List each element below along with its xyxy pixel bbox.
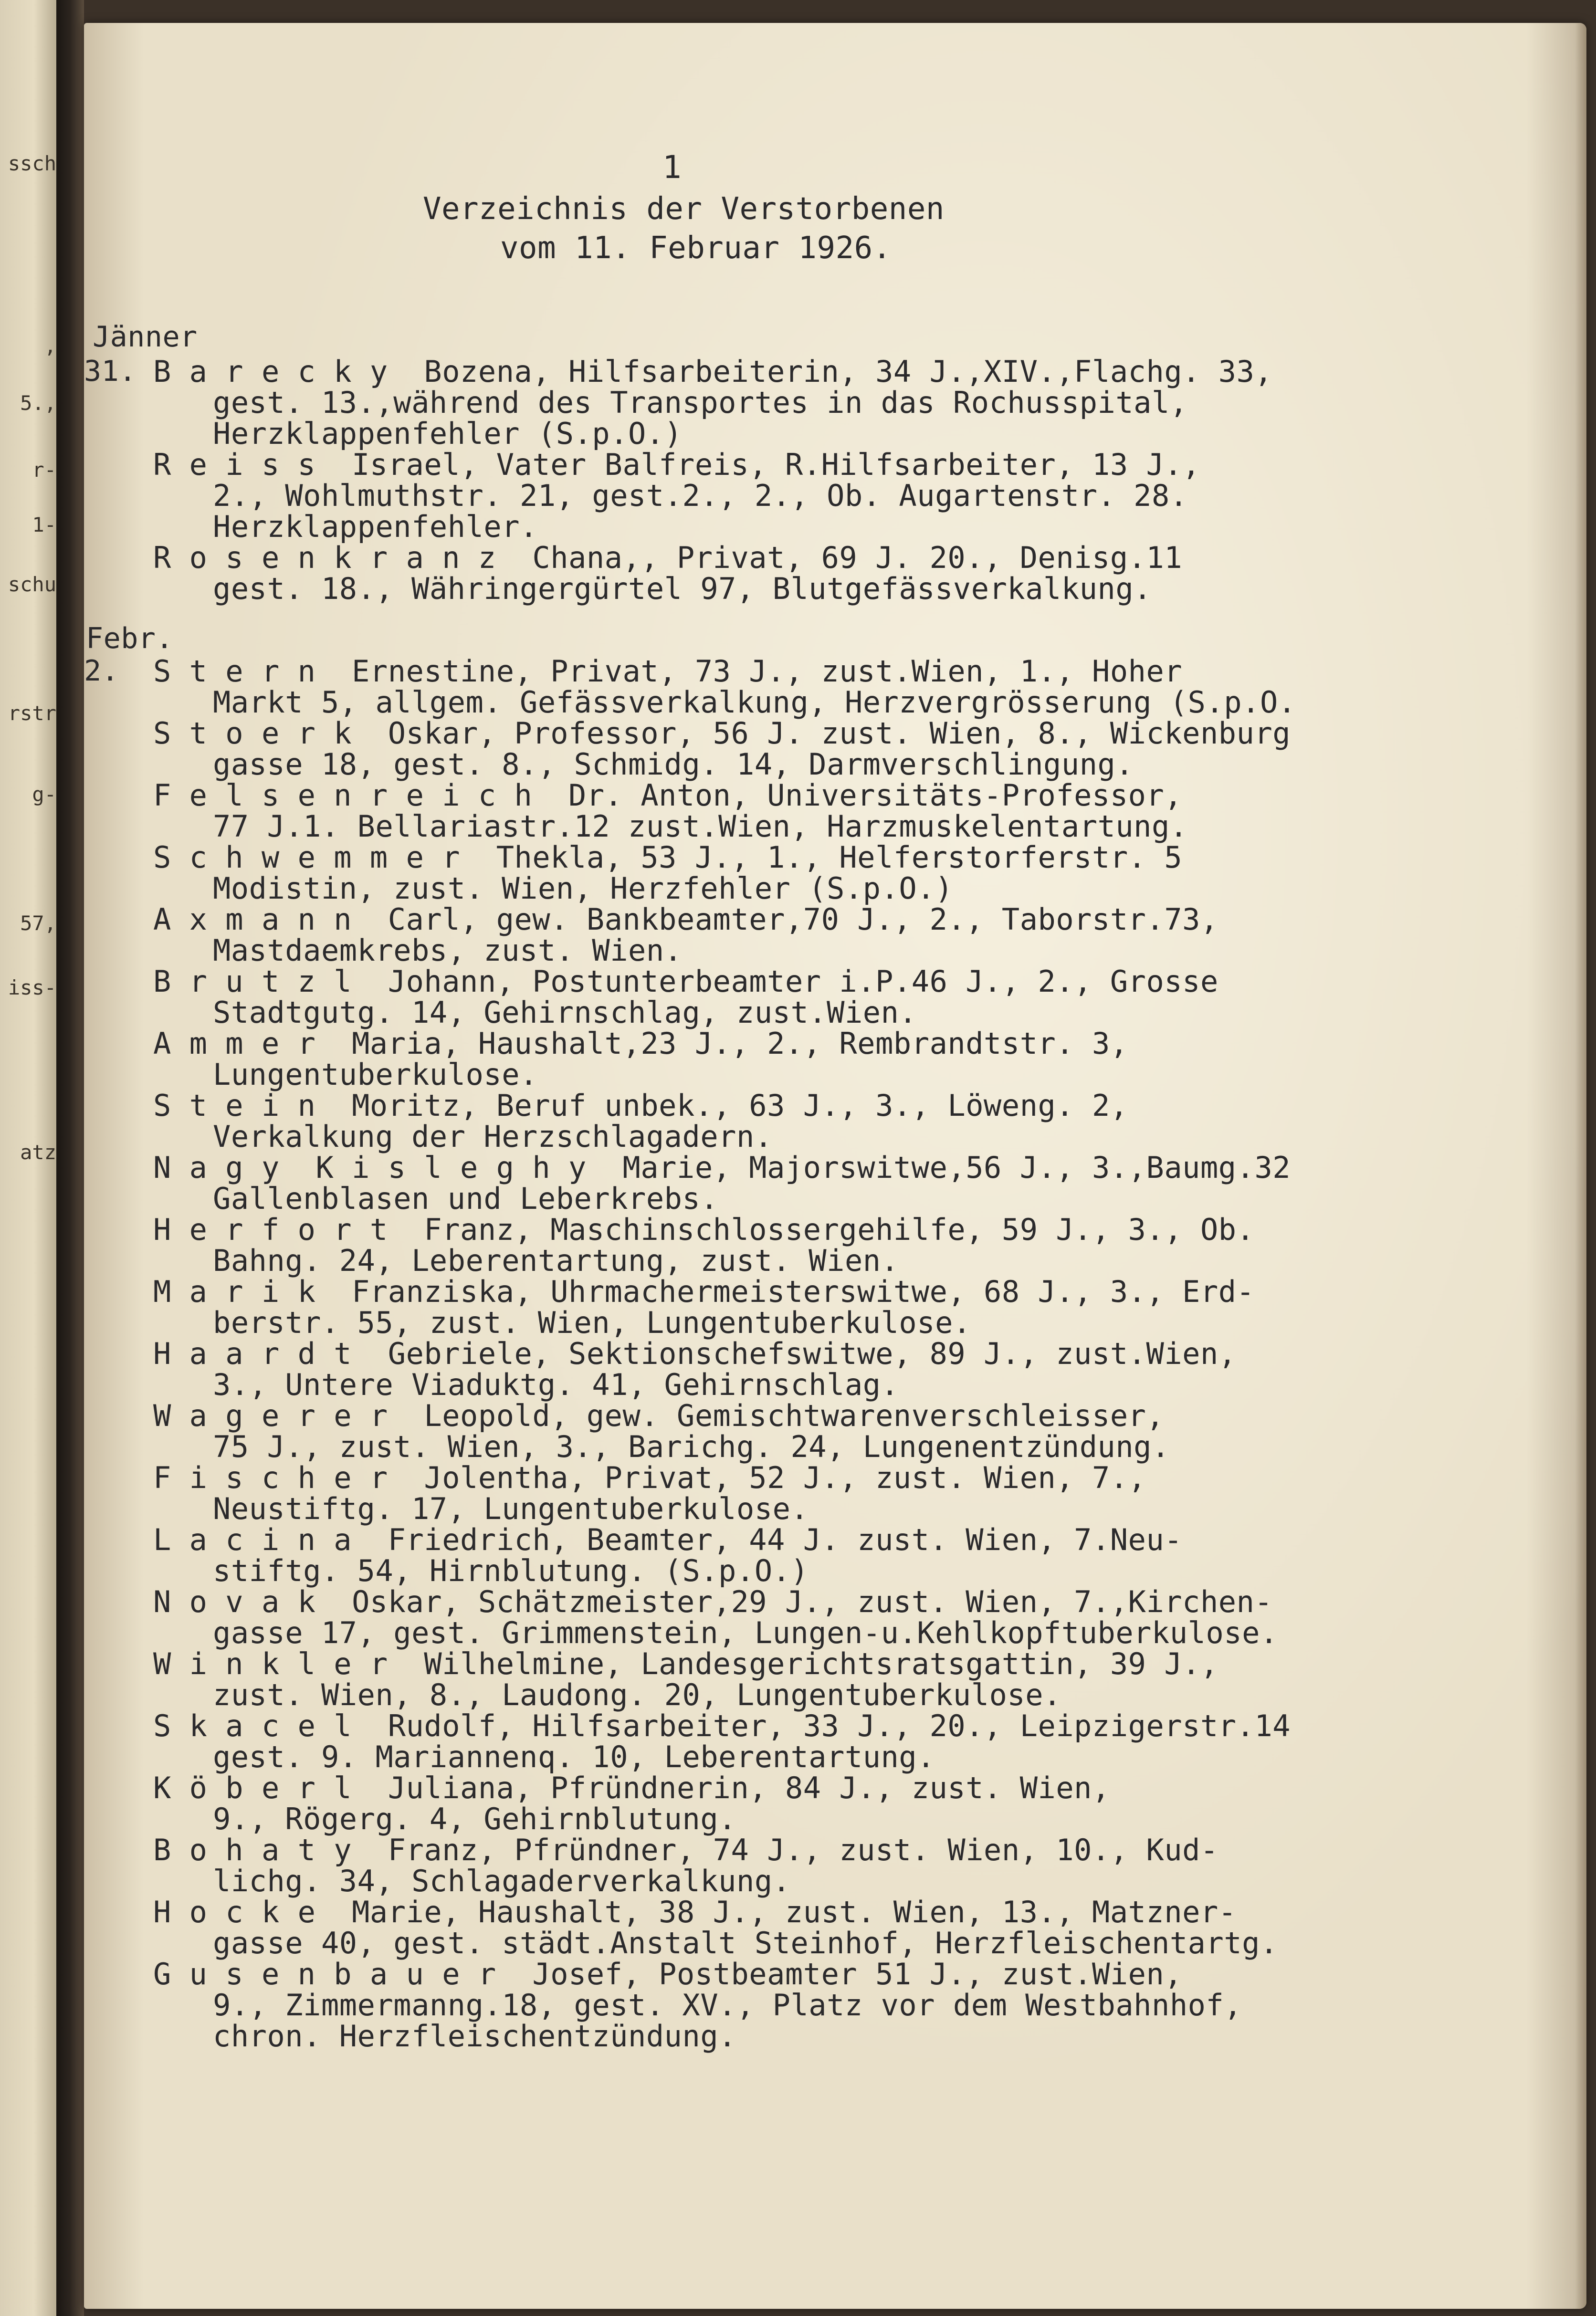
register-line: B o h a t y Franz, Pfründner, 74 J., zust. Wien, 10., Kud- — [153, 1833, 1218, 1867]
previous-page-fragment: atz — [20, 1141, 56, 1164]
register-line: N o v a k Oskar, Schätzmeister,29 J., zust. Wien, 7.,Kirchen- — [153, 1584, 1273, 1619]
register-line: H a a r d t Gebriele, Sektionschefswitwe, 89 J., zust.Wien, — [153, 1336, 1237, 1371]
register-line: H e r f o r t Franz, Maschinschlossergehilfe, 59 J., 3., Ob. — [153, 1212, 1255, 1247]
register-line: F i s c h e r Jolentha, Privat, 52 J., zust. Wien, 7., — [153, 1460, 1146, 1495]
register-line: W i n k l e r Wilhelmine, Landesgerichtsratsgattin, 39 J., — [153, 1646, 1218, 1681]
register-line: F e l s e n r e i c h Dr. Anton, Universitäts-Professor, — [153, 778, 1183, 813]
previous-page-fragment: iss- — [8, 976, 56, 999]
register-line: 3., Untere Viaduktg. 41, Gehirnschlag. — [213, 1367, 899, 1402]
register-line: Gallenblasen und Leberkrebs. — [213, 1181, 719, 1216]
previous-page-fragment: , — [44, 334, 56, 357]
register-line: S k a c e l Rudolf, Hilfsarbeiter, 33 J., 20., Leipzigerstr.14 — [153, 1708, 1291, 1743]
register-line: L a c i n a Friedrich, Beamter, 44 J. zust. Wien, 7.Neu- — [153, 1522, 1183, 1557]
previous-page-strip — [0, 0, 56, 2316]
month-label-february: Febr. — [86, 622, 174, 655]
register-line: gest. 18., Währingergürtel 97, Blutgefässverkalkung. — [213, 571, 1152, 606]
register-line: S t o e r k Oskar, Professor, 56 J. zust. Wien, 8., Wickenburg — [153, 716, 1291, 751]
register-line: R o s e n k r a n z Chana,, Privat, 69 J. 20., Denisg.11 — [153, 540, 1183, 575]
register-line: A m m e r Maria, Haushalt,23 J., 2., Rembrandtstr. 3, — [153, 1026, 1128, 1061]
previous-page-fragment: g- — [32, 783, 56, 806]
register-line: A x m a n n Carl, gew. Bankbeamter,70 J., 2., Taborstr.73, — [153, 902, 1218, 937]
register-line: B a r e c k y Bozena, Hilfsarbeiterin, 34 J.,XIV.,Flachg. 33, — [153, 354, 1273, 389]
previous-page-fragment: r- — [32, 458, 56, 482]
document-page — [84, 23, 1586, 2309]
register-line: gest. 9. Mariannenq. 10, Leberentartung. — [213, 1740, 935, 1774]
page-number: 1 — [662, 149, 682, 186]
previous-page-fragment: rstr — [8, 702, 56, 725]
register-line: lichg. 34, Schlagaderverkalkung. — [213, 1864, 791, 1898]
register-line: R e i s s Israel, Vater Balfreis, R.Hilfsarbeiter, 13 J., — [153, 447, 1200, 482]
register-line: 77 J.1. Bellariastr.12 zust.Wien, Harzmuskelentartung. — [213, 809, 1188, 844]
register-line: chron. Herzfleischentzündung. — [213, 2019, 736, 2054]
book-gutter — [56, 0, 84, 2316]
register-line: zust. Wien, 8., Laudong. 20, Lungentuberkulose. — [213, 1677, 1061, 1712]
register-line: Neustiftg. 17, Lungentuberkulose. — [213, 1491, 809, 1526]
previous-page-fragment: 5., — [20, 391, 56, 415]
day-label: 2. — [84, 654, 119, 688]
register-line: N a g y K i s l e g h y Marie, Majorswitwe,56 J., 3.,Baumg.32 — [153, 1150, 1291, 1185]
register-line: Verkalkung der Herzschlagadern. — [213, 1119, 773, 1154]
month-label-january: Jänner — [93, 320, 198, 354]
register-line: Markt 5, allgem. Gefässverkalkung, Herzvergrösserung (S.p.O. — [213, 685, 1296, 720]
previous-page-fragment: ssch — [8, 152, 56, 175]
register-line: B r u t z l Johann, Postunterbeamter i.P.46 J., 2., Grosse — [153, 964, 1218, 999]
register-line: Mastdaemkrebs, zust. Wien. — [213, 933, 682, 968]
register-line: 75 J., zust. Wien, 3., Barichg. 24, Lungenentzündung. — [213, 1429, 1170, 1464]
register-line: S t e i n Moritz, Beruf unbek., 63 J., 3., Löweng. 2, — [153, 1088, 1128, 1123]
register-line: W a g e r e r Leopold, gew. Gemischtwarenverschleisser, — [153, 1398, 1165, 1433]
register-line: Herzklappenfehler. — [213, 509, 538, 544]
register-line: 9., Rögerg. 4, Gehirnblutung. — [213, 1802, 736, 1836]
register-line: 2., Wohlmuthstr. 21, gest.2., 2., Ob. Augartenstr. 28. — [213, 478, 1188, 513]
register-line: gest. 13.,während des Transportes in das Rochusspital, — [213, 385, 1188, 420]
page-title: Verzeichnis der Verstorbenen — [423, 191, 945, 227]
register-line: K ö b e r l Juliana, Pfründnerin, 84 J., zust. Wien, — [153, 1771, 1110, 1805]
register-line: S t e r n Ernestine, Privat, 73 J., zust.Wien, 1., Hoher — [153, 654, 1183, 689]
register-line: gasse 40, gest. städt.Anstalt Steinhof, Herzfleischentartg. — [213, 1926, 1278, 1960]
register-line: Herzklappenfehler (S.p.O.) — [213, 416, 682, 451]
register-line: M a r i k Franziska, Uhrmachermeisterswitwe, 68 J., 3., Erd- — [153, 1274, 1255, 1309]
register-line: Stadtgutg. 14, Gehirnschlag, zust.Wien. — [213, 995, 917, 1030]
register-line: gasse 17, gest. Grimmenstein, Lungen-u.Kehlkopftuberkulose. — [213, 1615, 1278, 1650]
register-line: gasse 18, gest. 8., Schmidg. 14, Darmverschlingung. — [213, 747, 1134, 782]
register-line: Modistin, zust. Wien, Herzfehler (S.p.O.) — [213, 871, 953, 906]
register-line: Lungentuberkulose. — [213, 1057, 538, 1092]
register-line: H o c k e Marie, Haushalt, 38 J., zust. Wien, 13., Matzner- — [153, 1895, 1237, 1929]
register-line: S c h w e m m e r Thekla, 53 J., 1., Helferstorferstr. 5 — [153, 840, 1183, 875]
page-subtitle: vom 11. Februar 1926. — [500, 231, 892, 266]
register-line: G u s e n b a u e r Josef, Postbeamter 51 J., zust.Wien, — [153, 1957, 1183, 1991]
page-edge-shadow — [1575, 23, 1586, 2309]
previous-page-fragment: 57, — [20, 912, 56, 935]
day-label: 31. — [84, 355, 136, 388]
register-line: Bahng. 24, Leberentartung, zust. Wien. — [213, 1243, 899, 1278]
register-line: 9., Zimmermanng.18, gest. XV., Platz vor dem Westbahnhof, — [213, 1988, 1242, 2023]
register-line: stiftg. 54, Hirnblutung. (S.p.O.) — [213, 1553, 809, 1588]
register-line: berstr. 55, zust. Wien, Lungentuberkulose. — [213, 1305, 971, 1340]
previous-page-fragment: schu — [8, 573, 56, 596]
previous-page-fragment: 1- — [32, 513, 56, 536]
